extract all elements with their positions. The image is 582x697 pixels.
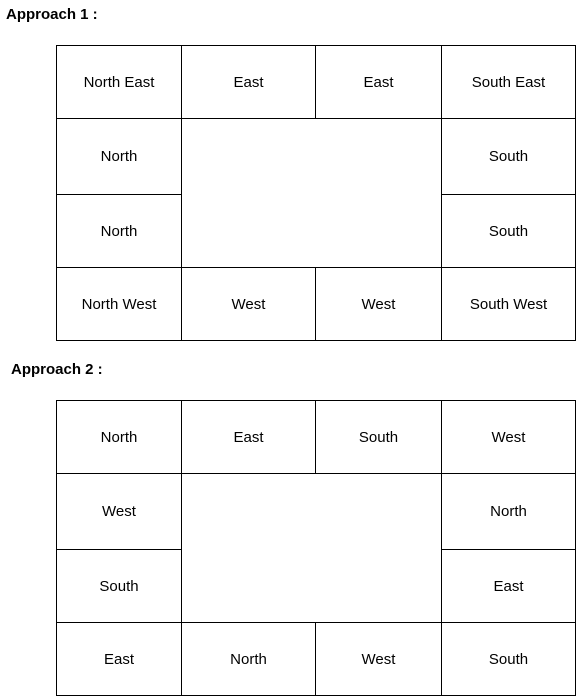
grid-cell: North [181, 622, 316, 696]
grid-cell: South [315, 400, 442, 474]
grid-cell: West [315, 622, 442, 696]
grid-cell: East [441, 549, 576, 623]
grid-cell: East [181, 45, 316, 119]
grid-cell: North West [56, 267, 182, 341]
approach-1-title: Approach 1 : [6, 6, 98, 23]
grid-cell: West [181, 267, 316, 341]
center-cell [181, 118, 442, 268]
grid-cell: West [56, 473, 182, 550]
grid-cell: North [56, 400, 182, 474]
grid-cell: North [56, 118, 182, 195]
center-cell [181, 473, 442, 623]
grid-cell: West [315, 267, 442, 341]
grid-cell: North East [56, 45, 182, 119]
grid-cell: East [181, 400, 316, 474]
approach-1-diagram [56, 45, 576, 341]
grid-cell: South [441, 194, 576, 268]
grid-cell: South [441, 118, 576, 195]
grid-cell: East [56, 622, 182, 696]
grid-cell: South [56, 549, 182, 623]
grid-cell: West [441, 400, 576, 474]
grid-cell: South West [441, 267, 576, 341]
grid-cell: South East [441, 45, 576, 119]
approach-2-title: Approach 2 : [11, 361, 103, 378]
grid-cell: East [315, 45, 442, 119]
grid-cell: North [441, 473, 576, 550]
grid-cell: North [56, 194, 182, 268]
approach-2-diagram [56, 400, 576, 696]
grid-cell: South [441, 622, 576, 696]
